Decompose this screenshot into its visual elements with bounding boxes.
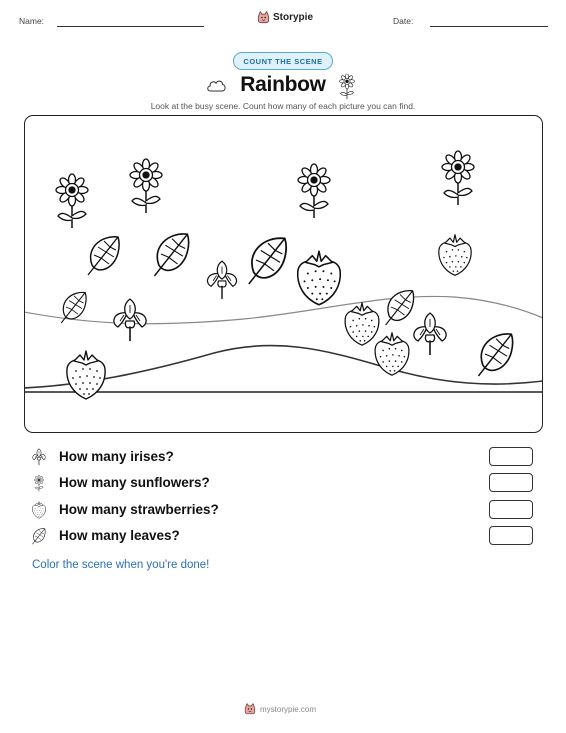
activity-badge: COUNT THE SCENE [233, 52, 333, 70]
strawberry-icon [345, 302, 379, 344]
answer-box-irises[interactable] [489, 447, 533, 466]
scene-illustration [24, 115, 543, 433]
leaf-icon [30, 527, 48, 545]
question-text: How many irises? [59, 449, 174, 464]
brand-name: Storypie [273, 12, 314, 23]
date-label: Date: [393, 16, 414, 26]
leaf-icon [88, 236, 119, 274]
back-hill-line [24, 296, 543, 323]
question-row-irises [30, 447, 538, 469]
strawberry-icon [438, 234, 470, 275]
instructions: Look at the busy scene. Count how many of each picture you can find. [150, 101, 416, 111]
name-label: Name: [19, 16, 45, 26]
strawberry-icon [30, 501, 48, 519]
sunflower-icon [298, 164, 330, 218]
question-text: How many sunflowers? [59, 475, 210, 490]
sunflower-icon [442, 151, 474, 205]
iris-icon [30, 448, 48, 466]
sunflower-icon [30, 474, 48, 492]
sunflower-icon [130, 159, 162, 213]
storypie-mascot-icon [257, 11, 270, 24]
strawberry-icon [297, 251, 340, 305]
strawberry-icon [375, 332, 409, 374]
leaf-icon [154, 233, 188, 275]
question-row-strawberries [30, 500, 538, 522]
question-text: How many strawberries? [59, 502, 219, 517]
leaf-icon [385, 290, 413, 324]
footer-brand [244, 703, 316, 715]
iris-icon [113, 299, 145, 341]
iris-icon [413, 313, 445, 355]
sunflower-icon [56, 174, 88, 228]
iris-icon [207, 261, 236, 299]
title-sunflower-icon [338, 72, 356, 100]
answer-box-leaves[interactable] [489, 526, 533, 545]
question-text: How many leaves? [59, 528, 180, 543]
brand-logo [257, 11, 313, 24]
date-line[interactable] [430, 26, 548, 27]
question-row-leaves [30, 526, 538, 548]
storypie-mascot-icon [244, 703, 256, 715]
page-title: Rainbow [240, 73, 326, 96]
leaf-icon [61, 292, 86, 323]
leaf-icon [478, 333, 512, 375]
question-row-sunflowers [30, 473, 538, 495]
name-line[interactable] [57, 26, 204, 27]
color-instruction: Color the scene when you're done! [32, 559, 210, 571]
leaf-icon [248, 238, 285, 284]
answer-box-sunflowers[interactable] [489, 473, 533, 492]
answer-box-strawberries[interactable] [489, 500, 533, 519]
footer-site: mystorypie.com [260, 704, 317, 714]
count-scene [24, 115, 543, 433]
